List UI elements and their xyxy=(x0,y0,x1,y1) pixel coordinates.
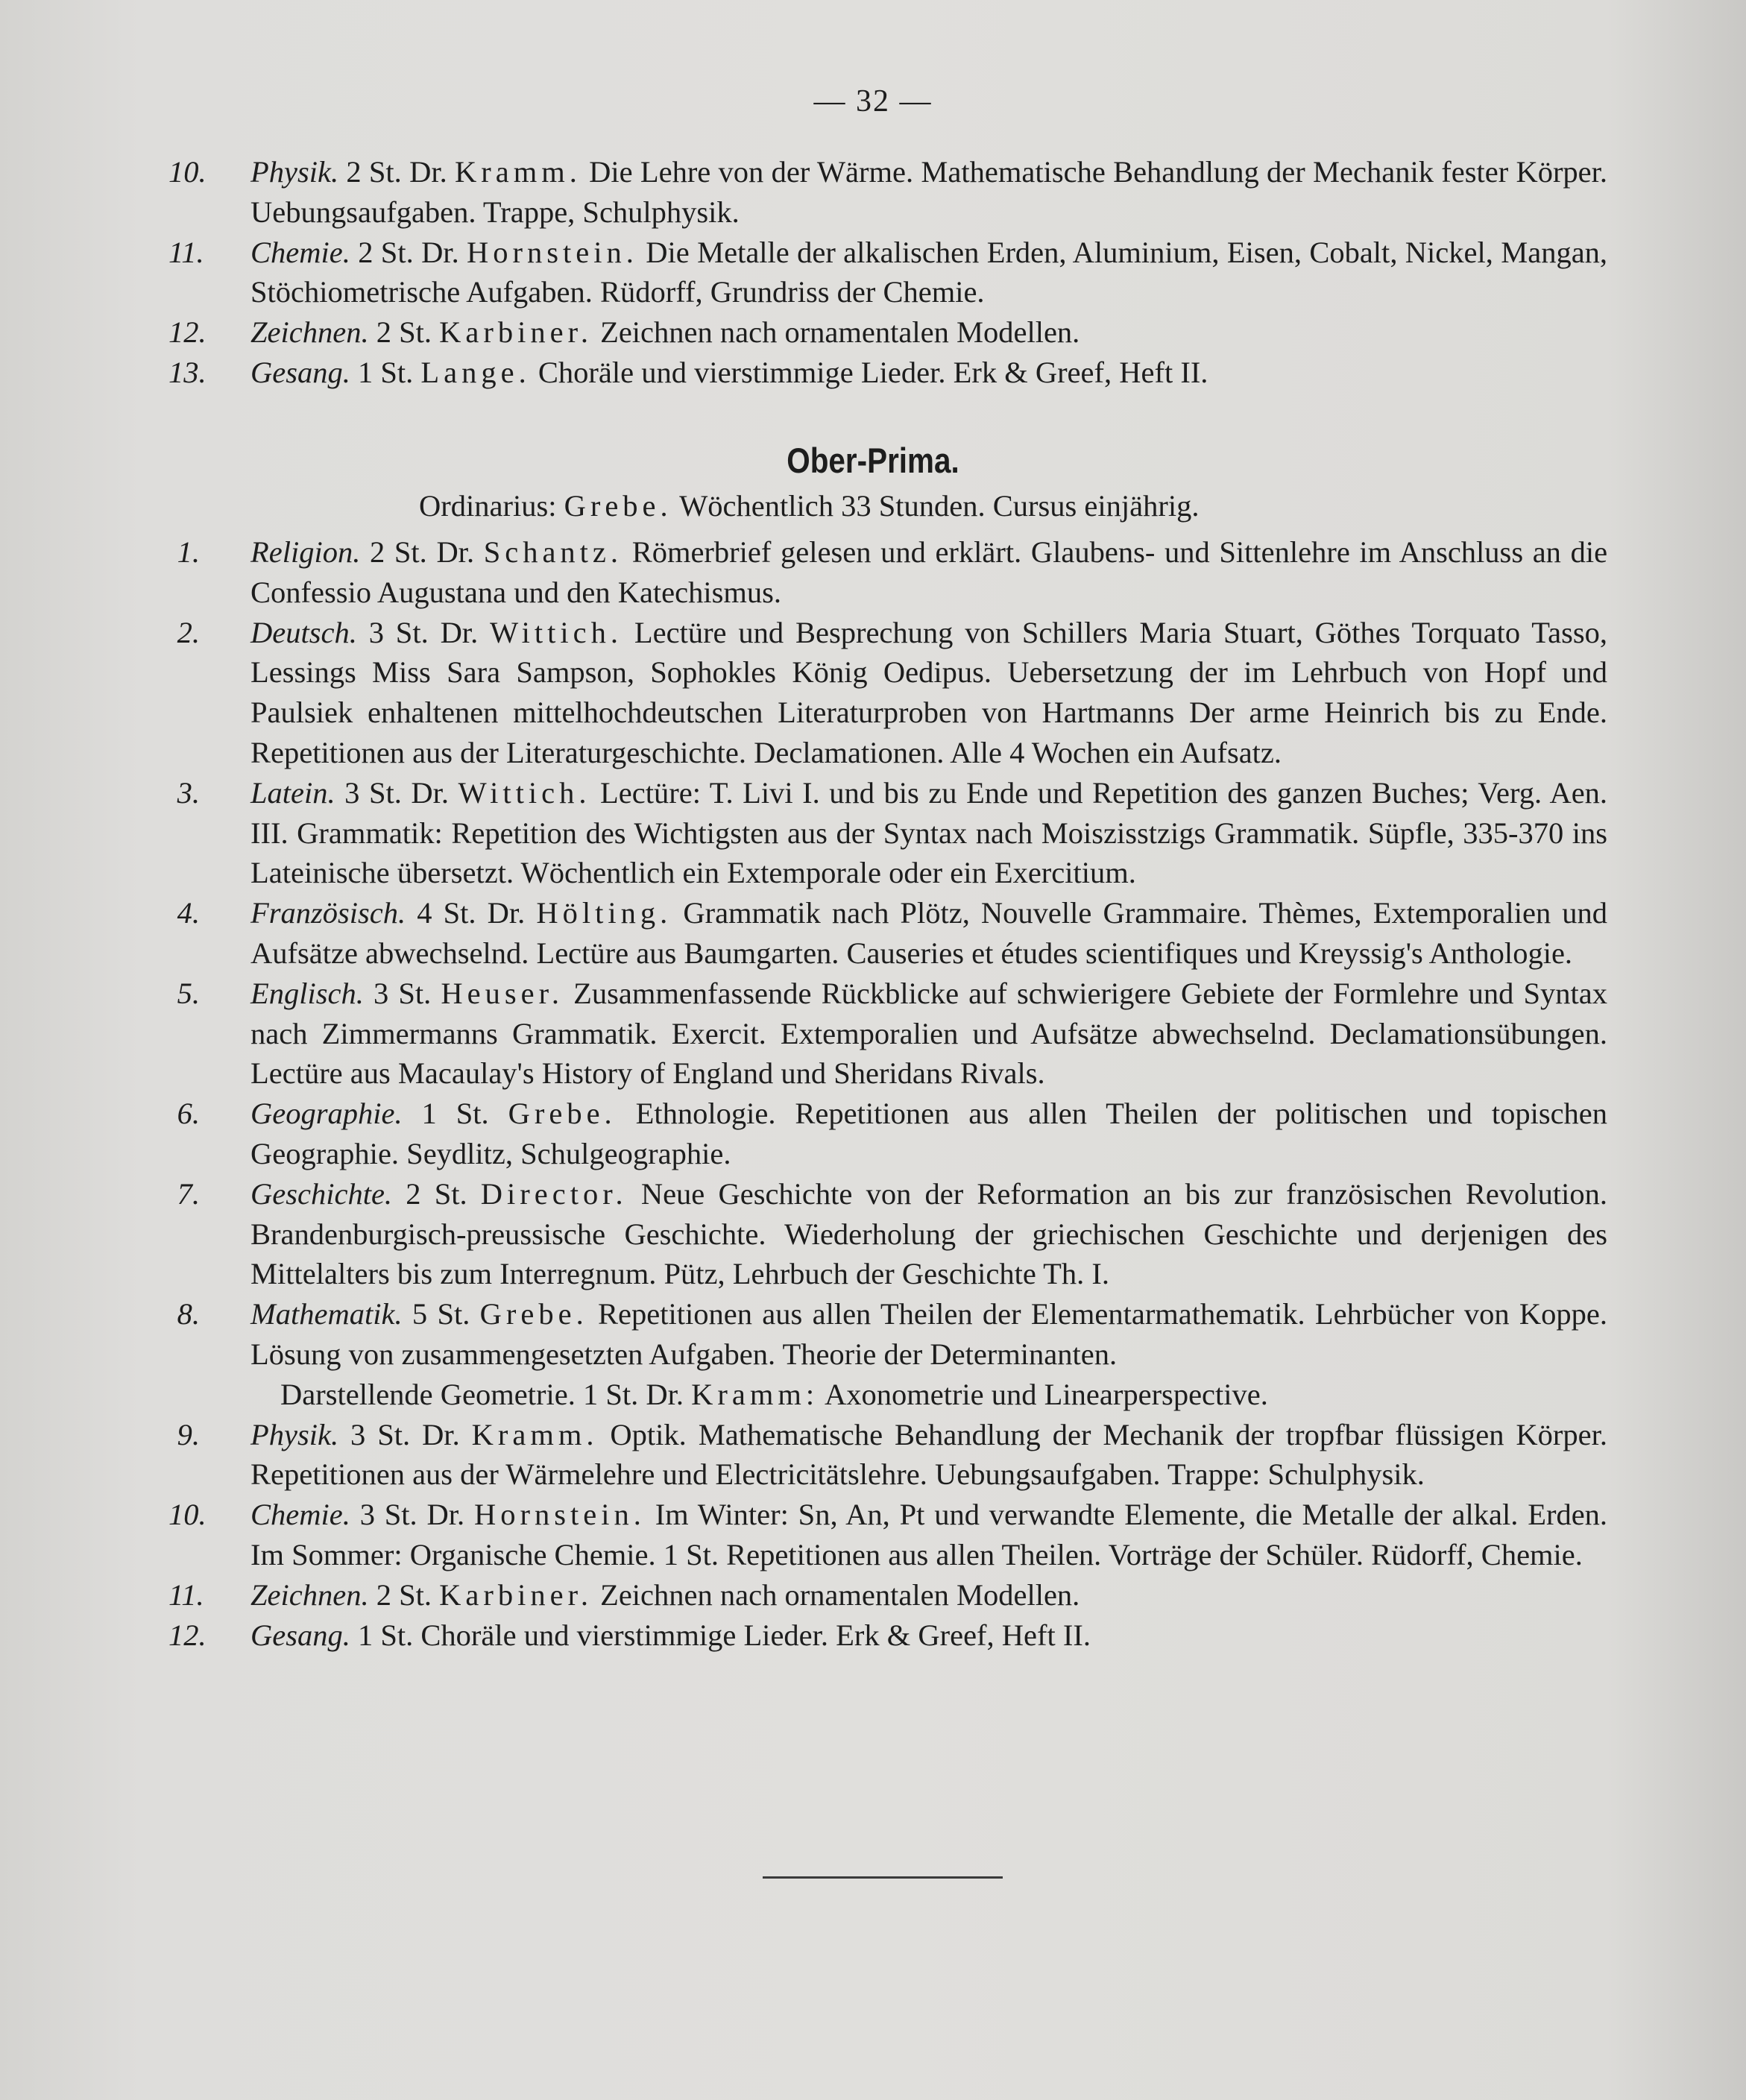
entry-subject: Religion. xyxy=(250,535,361,569)
entry-subject: Englisch. xyxy=(250,976,364,1010)
entry-number: 13. xyxy=(168,355,207,389)
entry-hours: 1 St. xyxy=(358,1618,414,1652)
section-heading: Ober-Prima. xyxy=(787,441,959,480)
entry-number: 6. xyxy=(177,1097,200,1131)
entry-subject: Chemie. xyxy=(250,1498,350,1532)
entry-text: Zeichnen nach ornamentalen Modellen. xyxy=(600,1577,1080,1612)
entry-subject: Gesang. xyxy=(250,1618,350,1652)
curriculum-entry xyxy=(168,1615,1607,1656)
entry-teacher: Lange. xyxy=(420,355,531,389)
previous-class-entries xyxy=(168,152,1607,393)
curriculum-entry xyxy=(168,1415,1607,1495)
entry-teacher: Kramm. xyxy=(471,1417,599,1451)
entry-text: Römerbrief gelesen und erklärt. Glaubens- und Sittenlehre im Anschluss an die Confessio Augustana und den Katechismus. xyxy=(250,535,1608,609)
entry-text: Grammatik nach Plötz, Nouvelle Grammaire. Thèmes, Extemporalien und Aufsätze abwechselnd. Lectüre aus Baumgarten. Causeries et études scientifiques und Kreyssig's Anthologie. xyxy=(250,896,1608,970)
curriculum-entry xyxy=(168,1094,1607,1174)
entry-number: 12. xyxy=(168,1618,207,1652)
entry-hours: 2 St. xyxy=(406,1176,467,1211)
entry-hours: 2 St. xyxy=(376,1577,432,1612)
entry-text: Choräle und vierstimmige Lieder. Erk & Greef, Heft II. xyxy=(538,355,1208,389)
entry-number: 9. xyxy=(177,1417,200,1451)
entry-teacher: Hornstein. xyxy=(473,1498,646,1532)
curriculum-entry xyxy=(168,613,1607,773)
entry-teacher: Karbiner. xyxy=(439,315,593,350)
entry-text: Zusammenfassende Rückblicke auf schwierigere Gebiete der Formlehre und Syntax nach Zimmermanns Grammatik. Exercit. Extemporalien und Aufsätze abwechselnd. Declamationsübungen. Lectüre aus Macaulay's History of England und Sheridans Rivals. xyxy=(250,976,1608,1091)
curriculum-entry xyxy=(168,1174,1607,1294)
entry-subject: Mathematik. xyxy=(250,1297,403,1331)
entry-text: Choräle und vierstimmige Lieder. Erk & Greef, Heft II. xyxy=(420,1618,1091,1652)
entry-number: 10. xyxy=(168,155,207,189)
entry-title: Dr. xyxy=(487,896,526,930)
page-number: — 32 — xyxy=(813,84,933,119)
entry-hours: 5 St. xyxy=(412,1297,470,1331)
entry-hours: 3 St. xyxy=(373,976,432,1010)
entry-text: Zeichnen nach ornamentalen Modellen. xyxy=(600,315,1080,350)
entry-subject: Geographie. xyxy=(250,1097,403,1131)
curriculum-entry xyxy=(168,353,1607,393)
entry-teacher: Hornstein. xyxy=(467,235,638,269)
entry-subject: Physik. xyxy=(250,1417,339,1451)
curriculum-entry xyxy=(168,312,1607,353)
ordinarius-name: Grebe. xyxy=(564,489,672,523)
curriculum-entry xyxy=(168,893,1607,974)
entry-hours: 2 St. xyxy=(358,235,414,269)
entry-title: Dr. xyxy=(421,235,459,269)
extra-teacher: Kramm: xyxy=(691,1377,819,1411)
entry-number: 12. xyxy=(168,315,207,350)
extra-text-after: Axonometrie und Linearperspective. xyxy=(824,1377,1268,1411)
entry-number: 4. xyxy=(177,896,200,930)
entry-number: 7. xyxy=(177,1176,200,1211)
curriculum-entry xyxy=(168,974,1607,1094)
entry-subject: Zeichnen. xyxy=(250,315,369,350)
entry-title: Dr. xyxy=(440,615,479,649)
entry-subject: Latein. xyxy=(250,775,335,810)
entry-hours: 2 St. xyxy=(376,315,432,350)
entry-hours: 4 St. xyxy=(417,896,476,930)
entry-teacher: Grebe. xyxy=(479,1297,588,1331)
entry-text: Repetitionen aus allen Theilen der Elementarmathematik. Lehrbücher von Koppe. Lösung von zusammengesetzten Aufgaben. Theorie der Determinanten. xyxy=(250,1297,1608,1371)
curriculum-entry xyxy=(168,233,1607,313)
entry-subject: Chemie. xyxy=(250,235,350,269)
curriculum-entry xyxy=(168,1495,1607,1575)
entry-text: Optik. Mathematische Behandlung der Mechanik der tropfbar flüssigen Körper. Repetitionen aus der Wärmelehre und Electricitätslehre. Uebungsaufgaben. Trappe: Schulphysik. xyxy=(250,1417,1608,1492)
entry-title: Dr. xyxy=(411,775,450,810)
entry-subject: Physik. xyxy=(250,155,339,189)
entry-text: Im Winter: Sn, An, Pt und verwandte Elemente, die Metalle der alkal. Erden. Im Sommer: Organische Chemie. 1 St. Repetitionen aus allen Theilen. Vorträge der Schüler. Rüdorff, Chemie. xyxy=(250,1498,1608,1571)
entry-subject: Zeichnen. xyxy=(250,1577,369,1612)
entry-text: Lectüre und Besprechung von Schillers Maria Stuart, Göthes Torquato Tasso, Lessings Miss Sara Sampson, Sophokles König Oedipus. Uebersetzung der im Lehrbuch von Hopf und Paulsiek enhaltenen mittelhochdeutschen Literaturproben von Hartmanns Der arme Heinrich bis zu Ende. Repetitionen aus der Literaturgeschichte. Declamationen. Alle 4 Wochen ein Aufsatz. xyxy=(250,615,1608,769)
entry-text: Ethnologie. Repetitionen aus allen Theilen der politischen und topischen Geographie. Seydlitz, Schulgeographie. xyxy=(250,1097,1608,1170)
entry-hours: 3 St. xyxy=(359,1498,417,1532)
entry-hours: 1 St. xyxy=(421,1097,489,1131)
entry-number: 11. xyxy=(168,235,204,269)
ordinarius-info: Wöchentlich 33 Stunden. Cursus einjährig. xyxy=(679,489,1200,523)
entry-subject: Französisch. xyxy=(250,896,406,930)
entry-text: Neue Geschichte von der Reformation an bis zur französischen Revolution. Brandenburgisch-preussische Geschichte. Wiederholung der griechischen Geschichte und derjenigen des Mittelalters bis zum Interregnum. Pütz, Lehrbuch der Geschichte Th. I. xyxy=(250,1176,1608,1291)
entry-teacher: Hölting. xyxy=(536,896,672,930)
entry-number: 10. xyxy=(168,1498,207,1532)
entry-text: Die Metalle der alkalischen Erden, Aluminium, Eisen, Cobalt, Nickel, Mangan, Stöchiometrische Aufgaben. Rüdorff, Grundriss der Chemie. xyxy=(250,235,1608,309)
entry-hours: 1 St. xyxy=(358,355,414,389)
curriculum-entry xyxy=(168,1294,1607,1414)
extra-text-before: Darstellende Geometrie. 1 St. Dr. xyxy=(280,1377,684,1411)
entry-text: Die Lehre von der Wärme. Mathematische Behandlung der Mechanik fester Körper. Uebungsaufgaben. Trappe, Schulphysik. xyxy=(250,155,1608,229)
entry-subject: Gesang. xyxy=(250,355,350,389)
curriculum-entry xyxy=(168,1575,1607,1615)
entry-subject: Deutsch. xyxy=(250,615,357,649)
entry-hours: 2 St. xyxy=(346,155,402,189)
entry-teacher: Heuser. xyxy=(441,976,564,1010)
entry-number: 8. xyxy=(177,1297,200,1331)
entry-subject: Geschichte. xyxy=(250,1176,393,1211)
entry-number: 1. xyxy=(177,535,200,569)
entry-title: Dr. xyxy=(436,535,475,569)
entry-text: Lectüre: T. Livi I. und bis zu Ende und Repetition des ganzen Buches; Verg. Aen. III. Grammatik: Repetition des Wichtigsten aus der Syntax nach Moiszisstzigs Grammatik. Süpfle, 335-370 ins Lateinische übersetzt. Wöchentlich ein Extemporale oder ein Exercitium. xyxy=(250,775,1608,890)
entry-title: Dr. xyxy=(409,155,447,189)
ober-prima-entries xyxy=(168,532,1607,1655)
entry-teacher: Wittich. xyxy=(458,775,591,810)
entry-hours: 3 St. xyxy=(368,615,429,649)
entry-hours: 3 St. xyxy=(350,1417,411,1451)
entry-title: Dr. xyxy=(426,1498,465,1532)
ordinarius-line xyxy=(419,486,1199,526)
entry-teacher: Karbiner. xyxy=(439,1577,593,1612)
entry-number: 2. xyxy=(177,615,200,649)
entry-teacher: Director. xyxy=(480,1176,628,1211)
entry-title: Dr. xyxy=(422,1417,460,1451)
entry-teacher: Kramm. xyxy=(454,155,582,189)
entry-teacher: Grebe. xyxy=(508,1097,617,1131)
entry-hours: 3 St. xyxy=(344,775,402,810)
entry-extra-line xyxy=(250,1375,1607,1415)
curriculum-entry xyxy=(168,773,1607,893)
end-divider xyxy=(763,1876,1003,1879)
entry-number: 5. xyxy=(177,976,200,1010)
curriculum-entry xyxy=(168,532,1607,613)
entry-teacher: Schantz. xyxy=(483,535,623,569)
entry-number: 11. xyxy=(168,1577,204,1612)
entry-hours: 2 St. xyxy=(370,535,427,569)
entry-teacher: Wittich. xyxy=(490,615,623,649)
curriculum-entry xyxy=(168,152,1607,233)
entry-number: 3. xyxy=(177,775,200,810)
ordinarius-label: Ordinarius: xyxy=(419,489,557,523)
